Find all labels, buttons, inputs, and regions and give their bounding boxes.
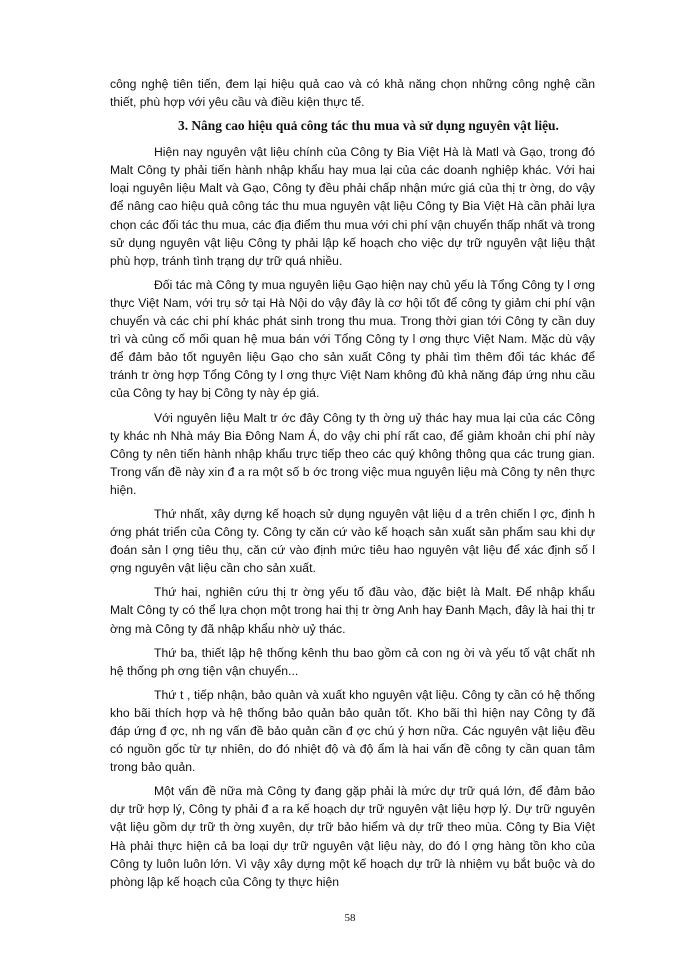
paragraph-rice-supplier: Đối tác mà Công ty mua nguyên liệu Gạo hiện nay chủ yếu là Tổng Công ty l ơng thực Việt Nam, với trụ sở tại Hà Nội do vậy đây là cơ hội tốt để công ty giảm chi phí vận chuyển và các chi phí khác phát sinh trong thu mua. Trong thời gian tới Công ty cần duy trì và củng cố mối quan hệ mua bán với Tổng Công ty l ơng thực Việt Nam. Mặc dù vậy để đảm bảo tốt nguyên liệu Gạo cho sản xuất Công ty phải tìm thêm đối tác khác để tránh tr ờng hợp Tổng Công ty l ơng thực Việt Nam không đủ khả năng đáp ứng nhu cầu của Công ty hay bị Công ty này ép giá.: [110, 277, 595, 401]
page-body: [110, 75, 595, 891]
paragraph-step-two: Thứ hai, nghiên cứu thị tr ờng yếu tố đầu vào, đặc biệt là Malt. Để nhập khẩu Malt Công ty có thể lựa chọn một trong hai thị tr ờng Anh hay Đanh Mạch, đây là hai thị tr ờng mà Công ty đã nhập khẩu nhờ uỷ thác.: [110, 585, 595, 636]
section-heading: 3. Nâng cao hiệu quả công tác thu mua và sử dụng nguyên vật liệu.: [178, 118, 559, 134]
paragraph-step-one: Thứ nhất, xây dựng kế hoạch sử dụng nguyên vật liệu d a trên chiến l ợc, định h ớng phát triển của Công ty. Công ty căn cứ vào kế hoạch sản xuất sản phẩm sau khi dự đoán sản l ợng tiêu thụ, căn cứ vào định mức tiêu hao nguyên vật liệu để xác định số l ợng nguyên vật liệu cần cho sản xuất.: [110, 506, 595, 576]
paragraph-current-materials: Hiện nay nguyên vật liệu chính của Công ty Bia Việt Hà là Matl và Gạo, trong đó Malt Công ty phải tiến hành nhập khẩu hay mua lại của các doanh nghiệp khác. Với hai loại nguyên liệu Malt và Gạo, Công ty đều phải chấp nhận mức giá của thị tr ờng, do vậy để nâng cao hiệu quả công tác thu mua nguyên vật liệu Công ty Bia Việt Hà cần phải lựa chọn các đối tác thu mua, các địa điểm thu mua với chi phí vận chuyển thấp nhất và trong sử dụng nguyên vật liệu Công ty phải lập kế hoạch cho việc dự trữ nguyên vật liệu thật phù hợp, tránh tình trạng dự trữ quá nhiều.: [110, 145, 595, 268]
intro-paragraph: công nghệ tiên tiến, đem lại hiệu quả cao và có khả năng chọn những công nghệ cần thiết, phù hợp với yêu cầu và điều kiện thực tế.: [110, 77, 595, 110]
paragraph-step-three: Thứ ba, thiết lập hệ thống kênh thu bao gồm cả con ng ời và yếu tố vật chất nh hệ thống ph ơng tiện vận chuyển...: [110, 645, 595, 678]
paragraph-malt-import: Với nguyên liệu Malt tr ớc đây Công ty th ờng uỷ thác hay mua lại của các Công ty khác nh Nhà máy Bia Đông Nam Á, do vậy chi phí rất cao, để giảm khoản chi phí này Công ty nên tiến hành nhập khẩu trực tiếp theo các quý không thông qua các trung gian. Trong vấn đề này xin đ a ra một số b ớc trong việc mua nguyên liệu mà Công ty nên thực hiện.: [110, 410, 595, 497]
page-number: 58: [344, 912, 356, 924]
paragraph-inventory: Một vấn đề nữa mà Công ty đang gặp phải là mức dự trữ quá lớn, để đảm bảo dự trữ hợp lý, Công ty phải đ a ra kế hoạch dự trữ nguyên vật liệu hợp lý. Dự trữ nguyên vật liệu gồm dự trữ th ờng xuyên, dự trữ bảo hiểm và dự trữ theo mùa. Công ty Bia Việt Hà phải thực hiện cả ba loại dự trữ nguyên vật liệu này, do đó l ợng hàng tồn kho của Công ty luôn luôn lớn. Vì vậy xây dựng một kế hoạch dự trữ là nhiệm vụ bắt buộc và do phòng lập kế hoạch của Công ty thực hiện: [110, 784, 595, 889]
paragraph-step-four: Thứ t , tiếp nhận, bảo quản và xuất kho nguyên vật liệu. Công ty cần có hệ thống kho bãi thích hợp và hệ thống bảo quản bảo quản tốt. Kho bãi thì hiện nay Công ty đã đáp ứng đ ợc, nh ng vấn đề bảo quản cần đ ợc chú ý hơn nữa. Các nguyên vật liệu đều có nguồn gốc từ tự nhiên, do đó nhiệt độ và độ ẩm là hai vấn đề công ty cần quan tâm trong bảo quản.: [110, 687, 595, 775]
